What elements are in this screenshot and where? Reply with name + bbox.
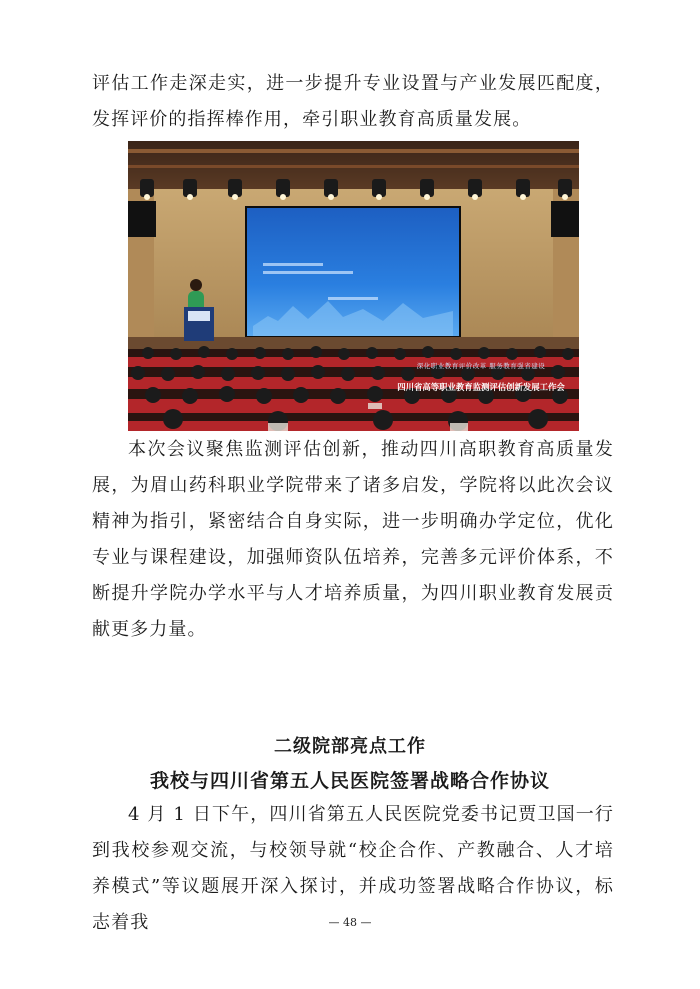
conference-photo bbox=[128, 141, 579, 431]
paragraph-article-body: 4 月 1 日下午，四川省第五人民医院党委书记贾卫国一行到我校参观交流，与校领导就“校企合作、产教融合、人才培养模式”等议题展开深入探讨，并成功签署战略合作协议，标志着我 bbox=[92, 804, 614, 933]
paragraph-conference-summary: 本次会议聚焦监测评估创新，推动四川高职教育高质量发展，为眉山药科职业学院带来了诸多启发，学院将以此次会议精神为指引，紧密结合自身实际，进一步明确办学定位，优化专业与课程建设，加强师资队伍培养，完善多元评价体系，不断提升学院办学水平与人才培养质量，为四川职业教育发展贡献更多力量。 bbox=[92, 439, 614, 640]
screen-title: 四川省高等职业教育监测评估创新发展工作会 bbox=[397, 382, 565, 392]
page-number: — 48 — bbox=[328, 916, 372, 929]
article-title: 我校与四川省第五人民医院签署战略合作协议 bbox=[149, 770, 550, 792]
section-heading: 二级院部亮点工作 bbox=[274, 736, 426, 757]
screen-slogan: 深化职业教育评价改革 服务教育强省建设 bbox=[416, 362, 546, 370]
paragraph-continued: 评估工作走深走实，进一步提升专业设置与产业发展匹配度，发挥评价的指挥棒作用，牵引职业教育高质量发展。 bbox=[92, 73, 614, 130]
